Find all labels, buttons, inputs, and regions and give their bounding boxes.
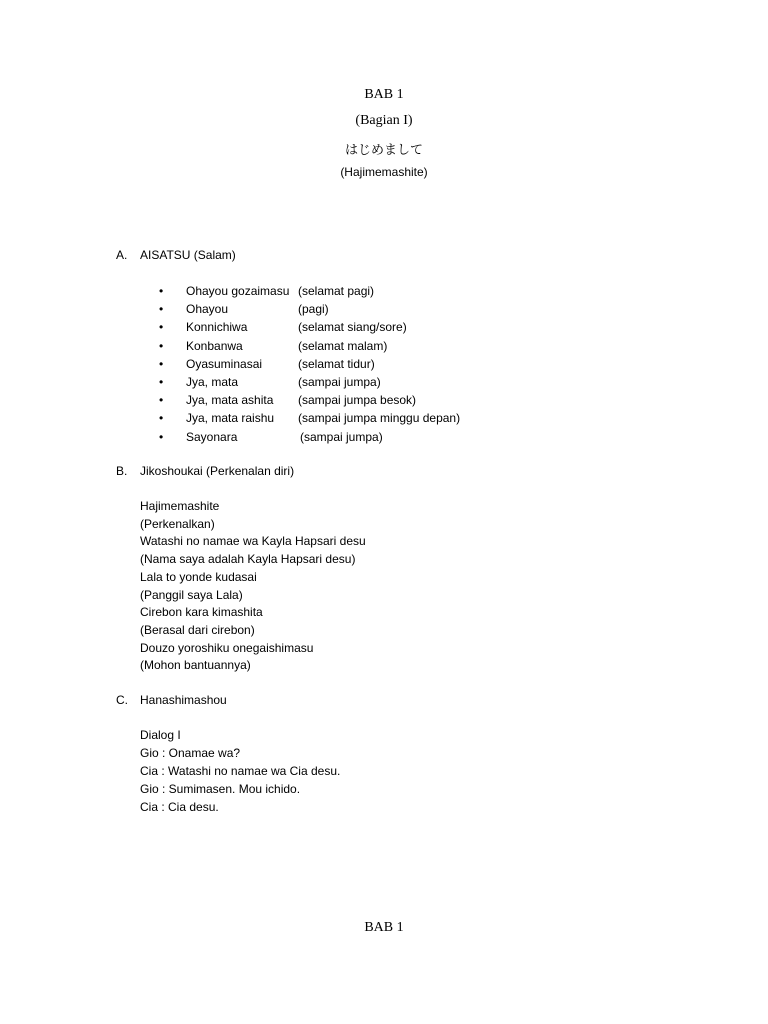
japanese-title: はじめまして <box>344 142 423 157</box>
dialog-line: Cia : Cia desu. <box>140 800 219 814</box>
section-c-title: Hanashimashou <box>140 693 227 707</box>
greeting-term: Sayonara <box>186 430 238 444</box>
introduction-line: (Perkenalkan) <box>140 517 215 531</box>
introduction-line: (Panggil saya Lala) <box>140 588 243 602</box>
dialog-line: Gio : Sumimasen. Mou ichido. <box>140 782 301 796</box>
greeting-term: Ohayou <box>186 302 229 316</box>
greeting-meaning: (selamat siang/sore) <box>298 320 407 334</box>
section-a-letter: A. <box>116 248 128 262</box>
greeting-meaning: (sampai jumpa minggu depan) <box>298 411 461 425</box>
greeting-term: Jya, mata <box>186 375 239 389</box>
introduction-line: (Mohon bantuannya) <box>140 658 251 672</box>
bullet-icon: • <box>159 357 164 371</box>
greeting-meaning: (sampai jumpa) <box>300 430 383 444</box>
dialog-title: Dialog I <box>140 728 181 742</box>
greeting-meaning: (sampai jumpa besok) <box>298 393 417 407</box>
introduction-line: Hajimemashite <box>140 499 220 513</box>
introduction-line: Cirebon kara kimashita <box>140 605 263 619</box>
bullet-icon: • <box>159 411 164 425</box>
section-b-letter: B. <box>116 464 128 478</box>
bullet-icon: • <box>159 393 164 407</box>
dialog-line: Cia : Watashi no namae wa Cia desu. <box>140 764 341 778</box>
introduction-line: Lala to yonde kudasai <box>140 570 257 584</box>
chapter-title: BAB 1 <box>364 87 404 102</box>
part-title: (Bagian I) <box>355 113 413 128</box>
greeting-term: Ohayou gozaimasu <box>186 284 290 298</box>
greeting-meaning: (pagi) <box>298 302 329 316</box>
introduction-line: (Berasal dari cirebon) <box>140 623 255 637</box>
bullet-icon: • <box>159 320 164 334</box>
greeting-term: Oyasuminasai <box>186 357 263 371</box>
greeting-term: Jya, mata raishu <box>186 411 275 425</box>
greeting-meaning: (sampai jumpa) <box>298 375 381 389</box>
section-c-letter: C. <box>116 693 128 707</box>
bullet-icon: • <box>159 430 164 444</box>
introduction-line: Watashi no namae wa Kayla Hapsari desu <box>140 534 366 548</box>
bullet-icon: • <box>159 302 164 316</box>
dialog-line: Gio : Onamae wa? <box>140 746 241 760</box>
romaji-title: (Hajimemashite) <box>340 165 428 179</box>
section-b-title: Jikoshoukai (Perkenalan diri) <box>140 464 295 478</box>
greeting-meaning: (selamat tidur) <box>298 357 375 371</box>
bullet-icon: • <box>159 339 164 353</box>
introduction-line: (Nama saya adalah Kayla Hapsari desu) <box>140 552 356 566</box>
greeting-term: Konnichiwa <box>186 320 248 334</box>
introduction-line: Douzo yoroshiku onegaishimasu <box>140 641 314 655</box>
page-footer: BAB 1 <box>364 920 404 935</box>
greeting-meaning: (selamat malam) <box>298 339 388 353</box>
greeting-term: Jya, mata ashita <box>186 393 274 407</box>
section-a-title: AISATSU (Salam) <box>140 248 236 262</box>
bullet-icon: • <box>159 375 164 389</box>
greeting-term: Konbanwa <box>186 339 243 353</box>
bullet-icon: • <box>159 284 164 298</box>
greeting-meaning: (selamat pagi) <box>298 284 375 298</box>
